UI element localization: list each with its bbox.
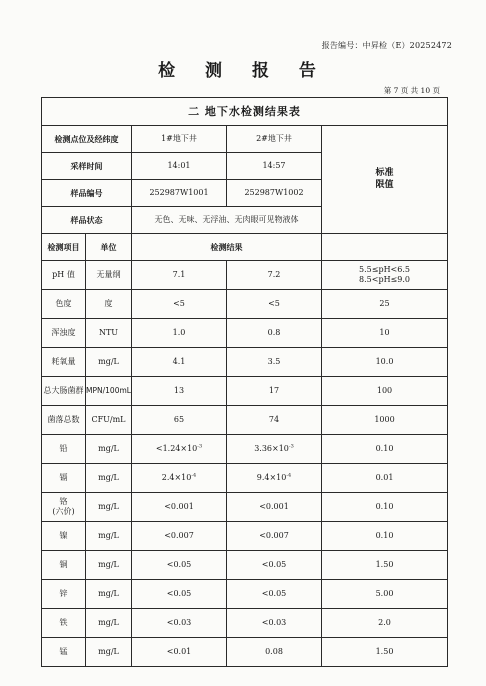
table-row xyxy=(42,377,448,406)
unit-cell: 无量纲 xyxy=(86,261,132,290)
groundwater-results-table xyxy=(41,97,448,667)
result-mantissa: 9.4×10 xyxy=(256,473,287,482)
result-2-cell: <0.05 xyxy=(227,551,322,580)
info-row xyxy=(42,126,448,153)
unit-cell: mg/L xyxy=(86,493,132,522)
result-exponent: -3 xyxy=(197,443,203,450)
result-1-cell: <0.03 xyxy=(132,609,227,638)
info-value-1: 14:01 xyxy=(132,153,227,180)
result-1-cell: <0.007 xyxy=(132,522,227,551)
item-cell: pH 值 xyxy=(42,261,86,290)
table-row xyxy=(42,319,448,348)
col-header-results: 检测结果 xyxy=(132,234,322,261)
result-2-cell xyxy=(227,464,322,493)
standard-cell: 1.50 xyxy=(322,551,448,580)
standard-cell: 0.10 xyxy=(322,493,448,522)
result-1-cell: 4.1 xyxy=(132,348,227,377)
unit-cell: CFU/mL xyxy=(86,406,132,435)
result-exponent: -3 xyxy=(288,443,294,450)
item-cell: 菌落总数 xyxy=(42,406,86,435)
item-cell: 浑浊度 xyxy=(42,319,86,348)
unit-cell: 度 xyxy=(86,290,132,319)
info-label: 样品编号 xyxy=(42,180,132,207)
section-title: 二 地下水检测结果表 xyxy=(42,98,448,126)
item-cell: 锌 xyxy=(42,580,86,609)
info-value-2: 2#地下井 xyxy=(227,126,322,153)
result-mantissa: <1.24×10 xyxy=(155,444,198,453)
item-cell: 色度 xyxy=(42,290,86,319)
unit-cell: mg/L xyxy=(86,638,132,667)
item-cell: 铅 xyxy=(42,435,86,464)
section-title-row xyxy=(42,98,448,126)
item-cell: 铜 xyxy=(42,551,86,580)
info-value-1: 252987W1001 xyxy=(132,180,227,207)
table-row xyxy=(42,290,448,319)
result-2-cell: 0.8 xyxy=(227,319,322,348)
item-cell: 镉 xyxy=(42,464,86,493)
result-2-cell: 3.5 xyxy=(227,348,322,377)
result-2-cell: 0.08 xyxy=(227,638,322,667)
document-title: 检 测 报 告 xyxy=(158,61,328,81)
item-cell: 锰 xyxy=(42,638,86,667)
item-cell: 总大肠菌群 xyxy=(42,377,86,406)
result-mantissa: 3.36×10 xyxy=(254,444,289,453)
standard-cell: 1000 xyxy=(322,406,448,435)
standard-cell: 1.50 xyxy=(322,638,448,667)
unit-cell: mg/L xyxy=(86,551,132,580)
column-header-row xyxy=(42,234,448,261)
table-row xyxy=(42,493,448,522)
table-row xyxy=(42,261,448,290)
info-value-1: 1#地下井 xyxy=(132,126,227,153)
standard-cell: 0.01 xyxy=(322,464,448,493)
unit-cell: mg/L xyxy=(86,522,132,551)
item-cell: 铁 xyxy=(42,609,86,638)
table-row xyxy=(42,580,448,609)
unit-cell: mg/L xyxy=(86,348,132,377)
table-row xyxy=(42,348,448,377)
result-mantissa: 2.4×10 xyxy=(161,473,192,482)
result-1-cell: <0.05 xyxy=(132,580,227,609)
result-2-cell: <0.001 xyxy=(227,493,322,522)
unit-cell: MPN/100mL xyxy=(86,377,132,406)
table-row xyxy=(42,435,448,464)
report-number: 报告编号：中昇检（E）20252472 xyxy=(321,41,452,50)
standard-cell: 2.0 xyxy=(322,609,448,638)
sample-state-value: 无色、无味、无浮油、无肉眼可见物液体 xyxy=(132,207,322,234)
info-label: 采样时间 xyxy=(42,153,132,180)
result-1-cell xyxy=(132,435,227,464)
unit-cell: mg/L xyxy=(86,435,132,464)
sample-state-label: 样品状态 xyxy=(42,207,132,234)
standard-cell: 5.00 xyxy=(322,580,448,609)
standard-cell: 0.10 xyxy=(322,435,448,464)
result-2-cell: 74 xyxy=(227,406,322,435)
table-row xyxy=(42,638,448,667)
result-exponent: -4 xyxy=(191,472,197,479)
result-2-cell: <0.05 xyxy=(227,580,322,609)
page-indicator: 第 7 页 共 10 页 xyxy=(383,86,440,95)
standard-cell: 5.5≤pH<6.5 8.5<pH≤9.0 xyxy=(322,261,448,290)
result-1-cell: <0.001 xyxy=(132,493,227,522)
result-2-cell: 17 xyxy=(227,377,322,406)
col-header-unit: 单位 xyxy=(86,234,132,261)
result-1-cell xyxy=(132,464,227,493)
standard-cell: 25 xyxy=(322,290,448,319)
standard-cell: 10 xyxy=(322,319,448,348)
result-2-cell: <0.007 xyxy=(227,522,322,551)
result-exponent: -4 xyxy=(286,472,292,479)
result-1-cell: 1.0 xyxy=(132,319,227,348)
item-cell: 铬 (六价) xyxy=(42,493,86,522)
result-1-cell: <0.05 xyxy=(132,551,227,580)
unit-cell: mg/L xyxy=(86,609,132,638)
unit-cell: mg/L xyxy=(86,580,132,609)
standard-cell: 10.0 xyxy=(322,348,448,377)
unit-cell: mg/L xyxy=(86,464,132,493)
result-1-cell: <0.01 xyxy=(132,638,227,667)
result-1-cell: <5 xyxy=(132,290,227,319)
item-cell: 耗氧量 xyxy=(42,348,86,377)
table-row xyxy=(42,551,448,580)
info-label: 检测点位及经纬度 xyxy=(42,126,132,153)
table-row xyxy=(42,522,448,551)
standard-limit-header: 标准 限值 xyxy=(322,126,448,234)
unit-cell: NTU xyxy=(86,319,132,348)
result-2-cell: 7.2 xyxy=(227,261,322,290)
item-cell: 镍 xyxy=(42,522,86,551)
standard-cell: 0.10 xyxy=(322,522,448,551)
result-1-cell: 7.1 xyxy=(132,261,227,290)
info-value-2: 14:57 xyxy=(227,153,322,180)
table-row xyxy=(42,406,448,435)
table-row xyxy=(42,609,448,638)
info-value-2: 252987W1002 xyxy=(227,180,322,207)
result-1-cell: 65 xyxy=(132,406,227,435)
col-header-item: 检测项目 xyxy=(42,234,86,261)
result-2-cell: <5 xyxy=(227,290,322,319)
standard-cell: 100 xyxy=(322,377,448,406)
result-2-cell xyxy=(227,435,322,464)
empty-cell xyxy=(322,234,448,261)
result-1-cell: 13 xyxy=(132,377,227,406)
result-2-cell: <0.03 xyxy=(227,609,322,638)
table-row xyxy=(42,464,448,493)
